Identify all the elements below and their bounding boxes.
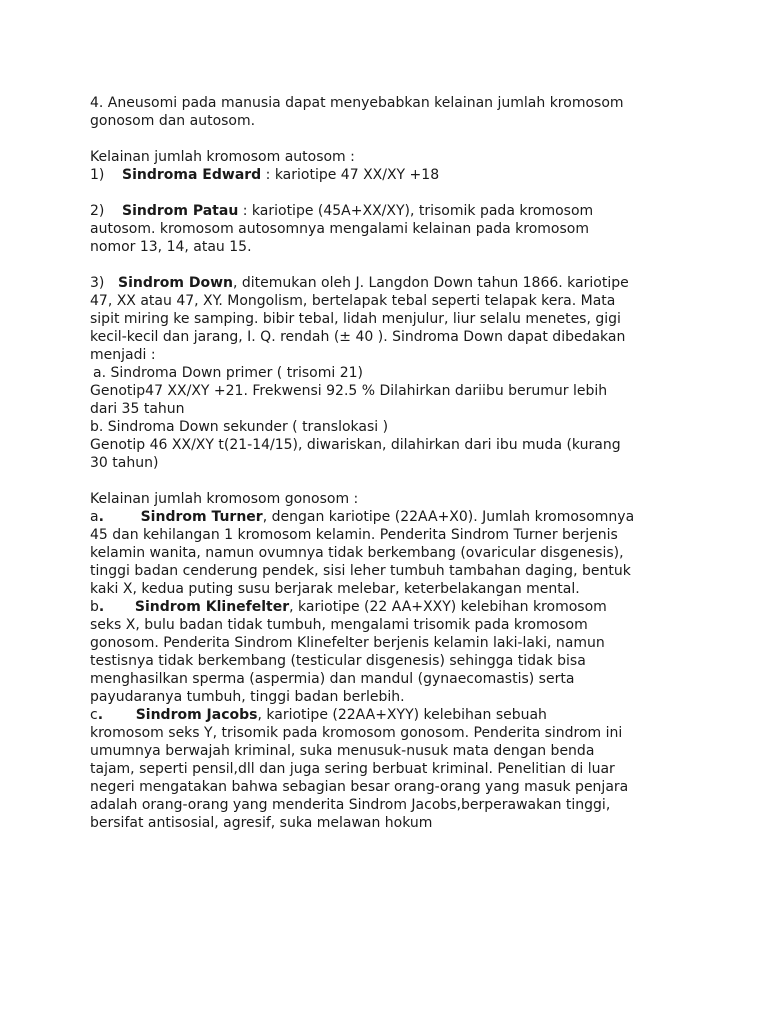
item-3-line-8: dari 35 tahun [90, 401, 185, 417]
item-letter: a [90, 509, 99, 525]
item-3-line-2: 47, XX atau 47, XY. Mongolism, bertelapak tebal seperti telapak kera. Mata [90, 293, 616, 309]
item-3-line-10: Genotip 46 XX/XY t(21-14/15), diwariskan, dilahirkan dari ibu muda (kurang [90, 437, 621, 453]
item-b-line-2: seks X, bulu badan tidak tumbuh, mengalami trisomik pada kromosom [90, 617, 588, 633]
gonosom-item-a [90, 508, 690, 526]
item-text: , ditemukan oleh J. Langdon Down tahun 1866. kariotipe [233, 275, 629, 291]
syndrome-name: Sindrom Turner [140, 509, 263, 525]
item-c-line-3: umumnya berwajah kriminal, suka menusuk-nusuk mata dengan benda [90, 743, 595, 759]
syndrome-name: Sindrom Patau [122, 203, 239, 219]
item-text: , kariotipe (22 AA+XXY) kelebihan kromosom [289, 599, 607, 615]
syndrome-name: Sindrom Down [118, 275, 233, 291]
item-3-line-3: sipit miring ke samping. bibir tebal, lidah menjulur, liur selalu menetes, gigi [90, 311, 621, 327]
autosom-heading: Kelainan jumlah kromosom autosom : [90, 149, 355, 165]
intro-line-2: gonosom dan autosom. [90, 113, 256, 129]
item-c-line-5: negeri mengatakan bahwa sebagian besar orang-orang yang masuk penjara [90, 779, 629, 795]
item-c-line-6: adalah orang-orang yang menderita Sindrom Jacobs,berperawakan tinggi, [90, 797, 611, 813]
intro-line-1: 4. Aneusomi pada manusia dapat menyebabkan kelainan jumlah kromosom [90, 95, 624, 111]
item-a-line-2: 45 dan kehilangan 1 kromosom kelamin. Penderita Sindrom Turner berjenis [90, 527, 618, 543]
item-number: 1) [90, 167, 105, 183]
item-text: : kariotipe 47 XX/XY +18 [261, 167, 440, 183]
item-text: , kariotipe (22AA+XYY) kelebihan sebuah [257, 707, 547, 723]
gonosom-item-c [90, 706, 690, 724]
syndrome-name: Sindroma Edward [122, 167, 262, 183]
item-c-line-2: kromosom seks Y, trisomik pada kromosom gonosom. Penderita sindrom ini [90, 725, 623, 741]
item-a-line-4: tinggi badan cenderung pendek, sisi leher tumbuh tambahan daging, bentuk [90, 563, 631, 579]
item-3-line-11: 30 tahun) [90, 455, 159, 471]
document-page [90, 94, 690, 832]
item-2-line-3: nomor 13, 14, atau 15. [90, 239, 252, 255]
syndrome-name: Sindrom Klinefelter [134, 599, 290, 615]
item-a-line-5: kaki X, kedua puting susu berjarak melebar, keterbelakangan mental. [90, 581, 580, 597]
item-a-line-3: kelamin wanita, namun ovumnya tidak berkembang (ovaricular disgenesis), [90, 545, 624, 561]
item-b-line-6: payudaranya tumbuh, tinggi badan berlebih. [90, 689, 405, 705]
autosom-item-3 [90, 274, 690, 292]
item-3-line-5: menjadi : [90, 347, 156, 363]
item-2-line-2: autosom. kromosom autosomnya mengalami kelainan pada kromosom [90, 221, 589, 237]
item-dot: . [97, 707, 104, 723]
item-c-line-7: bersifat antisosial, agresif, suka melawan hokum [90, 815, 433, 831]
item-b-line-5: menghasilkan sperma (aspermia) dan mandul (gynaecomastis) serta [90, 671, 575, 687]
item-b-line-3: gonosom. Penderita Sindrom Klinefelter berjenis kelamin laki-laki, namun [90, 635, 605, 651]
item-number: 3) [90, 275, 105, 291]
down-primer-title: a. Sindroma Down primer ( trisomi 21) [93, 365, 363, 381]
gonosom-heading: Kelainan jumlah kromosom gonosom : [90, 491, 359, 507]
item-c-line-4: tajam, seperti pensil,dll dan juga sering berbuat kriminal. Penelitian di luar [90, 761, 615, 777]
item-letter: c [90, 707, 98, 723]
item-3-line-4: kecil-kecil dan jarang, I. Q. rendah (± 40 ). Sindroma Down dapat dibedakan [90, 329, 626, 345]
item-dot: . [98, 509, 104, 525]
item-number: 2) [90, 203, 105, 219]
item-letter: b [90, 599, 99, 615]
item-3-line-7: Genotip47 XX/XY +21. Frekwensi 92.5 % Dilahirkan dariibu berumur lebih [90, 383, 608, 399]
item-dot: . [98, 599, 105, 615]
down-sekunder-title: b. Sindroma Down sekunder ( translokasi ) [90, 419, 389, 435]
item-b-line-4: testisnya tidak berkembang (testicular disgenesis) sehingga tidak bisa [90, 653, 586, 669]
autosom-item-1 [90, 166, 690, 184]
syndrome-name: Sindrom Jacobs [135, 707, 258, 723]
item-text: : kariotipe (45A+XX/XY), trisomik pada kromosom [238, 203, 594, 219]
item-text: , dengan kariotipe (22AA+X0). Jumlah kromosomnya [262, 509, 635, 525]
autosom-item-2 [90, 202, 690, 220]
gonosom-item-b [90, 598, 690, 616]
